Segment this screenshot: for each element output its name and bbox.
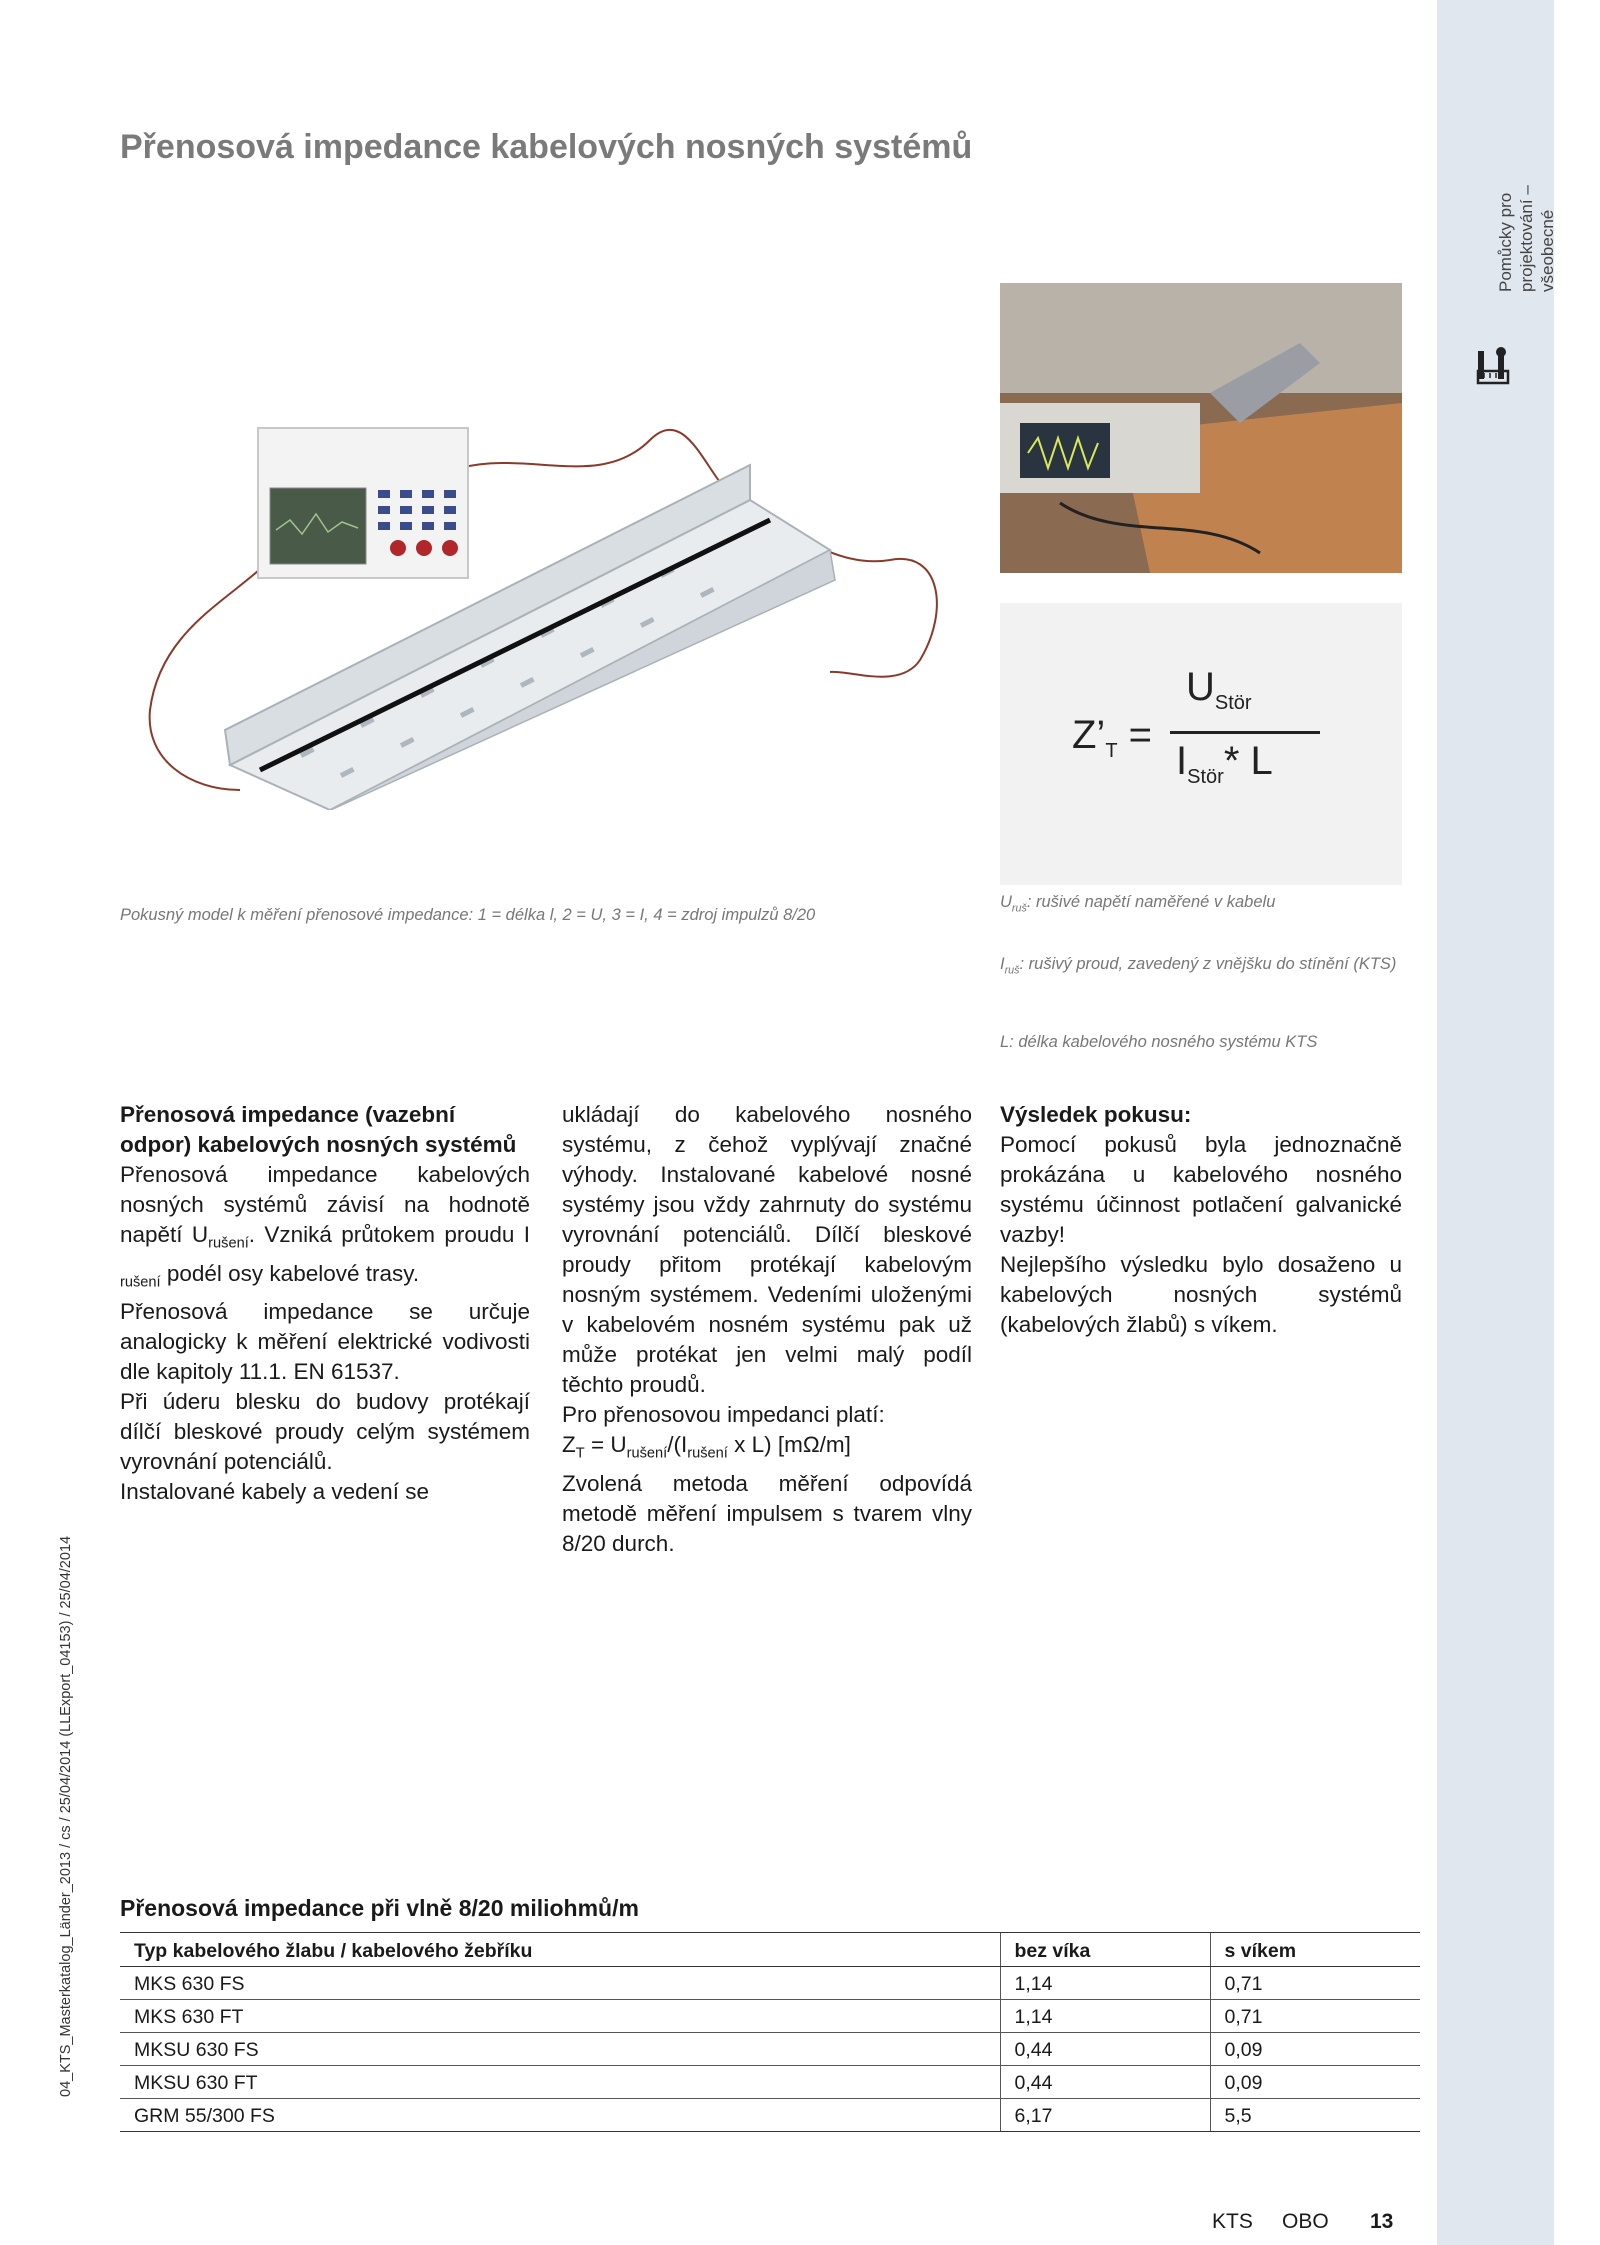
test-setup-diagram [130,410,960,810]
footer-section: KTS [1212,2210,1253,2233]
paragraph: Pro přenosovou impedanci platí: [562,1402,885,1427]
paragraph: Nejlepšího výsledku bylo dosaženo u kabelových nosných systémů (kabelových žlabů) s víkem. [1000,1252,1402,1337]
sidebar-section-label [1437,150,1557,300]
formula-box [1000,603,1402,885]
table-cell: MKS 630 FT [120,2000,1000,2033]
document-id: 04_KTS_Masterkatalog_Länder_2013 / cs / 25/04/2014 (LLExport_04153) / 25/04/2014 [58,1535,74,2097]
formula-lhs: $Z’_T$ = [1072,713,1153,762]
footer-brand: OBO [1282,2210,1329,2233]
table-cell: 0,09 [1210,2066,1420,2099]
column-header-type: Typ kabelového žlabu / kabelového žebříku [120,1933,1000,1967]
lab-photo [1000,283,1402,573]
paragraph: Přenosová impedance se určuje analogicky k měření elektrické vodivosti dle kapitoly 11.1. EN 61537. [120,1299,530,1384]
sidebar [1437,0,1554,2245]
table-cell: MKSU 630 FS [120,2033,1000,2066]
table-row [120,2000,1420,2033]
legend-l: L: délka kabelového nosného systému KTS [1000,1033,1318,1051]
table-cell: 1,14 [1000,1967,1210,2000]
legend-i: $I_{ruš}$: rušivý proud, zavedený z vnějšku do stínění (KTS) [1000,955,1397,977]
formula-inline: $Z_T = U_{rušení}/(I_{rušení}$ x L) [mΩ/m] [562,1432,851,1462]
formula-denominator: $I_{Stör}*$ L [1176,739,1273,788]
table-cell: GRM 55/300 FS [120,2099,1000,2132]
sidebar-line-3: všeobecné [1538,209,1557,292]
ruler-tools-icon [1476,345,1510,385]
table-cell: 6,17 [1000,2099,1210,2132]
table-header-row [120,1933,1420,1967]
table-cell: 1,14 [1000,2000,1210,2033]
sidebar-line-2: projektování – [1517,185,1536,292]
table-cell: MKS 630 FS [120,1967,1000,2000]
table-title: Přenosová impedance při vlně 8/20 miliohmů/m [120,1895,639,1921]
table-row [120,1967,1420,2000]
column-header-with-cover: s víkem [1210,1933,1420,1967]
column-header-without-cover: bez víka [1000,1933,1210,1967]
table-row [120,2033,1420,2066]
table-cell: 0,09 [1210,2033,1420,2066]
legend-u: $U_{ruš}$: rušivé napětí naměřené v kabelu [1000,893,1276,915]
paragraph: Přenosová impedance kabelových nosných systémů závisí na hodnotě napětí $U_{rušení}$. Vzniká průtokem proudu I $_{rušení}$ podél osy kabelové trasy. [120,1162,531,1290]
text-column-3 [1000,1100,1402,1340]
table-cell: 0,44 [1000,2066,1210,2099]
impedance-table [120,1932,1420,2132]
sidebar-line-1: Pomůcky pro [1496,192,1515,292]
table-row [120,2099,1420,2132]
paragraph: Instalované kabely a vedení se [120,1479,429,1504]
paragraph: ukládají do kabelového nosného systému, z čehož vyplývají značné výhody. Instalované kabelové nosné systémy jsou vždy zahrnuty do systému vyrovnání potenciálů. Dílčí bleskové proudy přitom protékají kabelovým nosným systémem. Vedeními uloženými v kabelovém nosném systému pak už může protékat jen velmi malý podíl těchto proudů. [562,1102,972,1397]
table-cell: 0,71 [1210,2000,1420,2033]
result-heading: Výsledek pokusu: [1000,1102,1192,1127]
table-row [120,2066,1420,2099]
text-column-2 [562,1100,972,1559]
table-cell: MKSU 630 FT [120,2066,1000,2099]
text-column-1 [120,1100,530,1507]
paragraph: Pomocí pokusů byla jednoznačně prokázána u kabelového nosného systému účinnost potlačení galvanické vazby! [1000,1132,1402,1247]
page-title: Přenosová impedance kabelových nosných systémů [120,128,973,166]
page-number: 13 [1370,2210,1394,2233]
paragraph: Zvolená metoda měření odpovídá metodě měření impulsem s tvarem vlny 8/20 durch. [562,1470,972,1556]
table-cell: 0,44 [1000,2033,1210,2066]
formula-numerator: $U_{Stör}$ [1186,665,1252,714]
diagram-caption: Pokusný model k měření přenosové impedance: 1 = délka l, 2 = U, 3 = I, 4 = zdroj impulzů 8/20 [120,906,816,924]
section-heading: Přenosová impedance (vazební odpor) kabelových nosných systémů [120,1102,517,1157]
table-cell: 0,71 [1210,1967,1420,2000]
paragraph: Při úderu blesku do budovy protékají dílčí bleskové proudy celým systémem vyrovnání potenciálů. [120,1389,530,1474]
formula-fraction-bar [1170,731,1320,734]
table-cell: 5,5 [1210,2099,1420,2132]
